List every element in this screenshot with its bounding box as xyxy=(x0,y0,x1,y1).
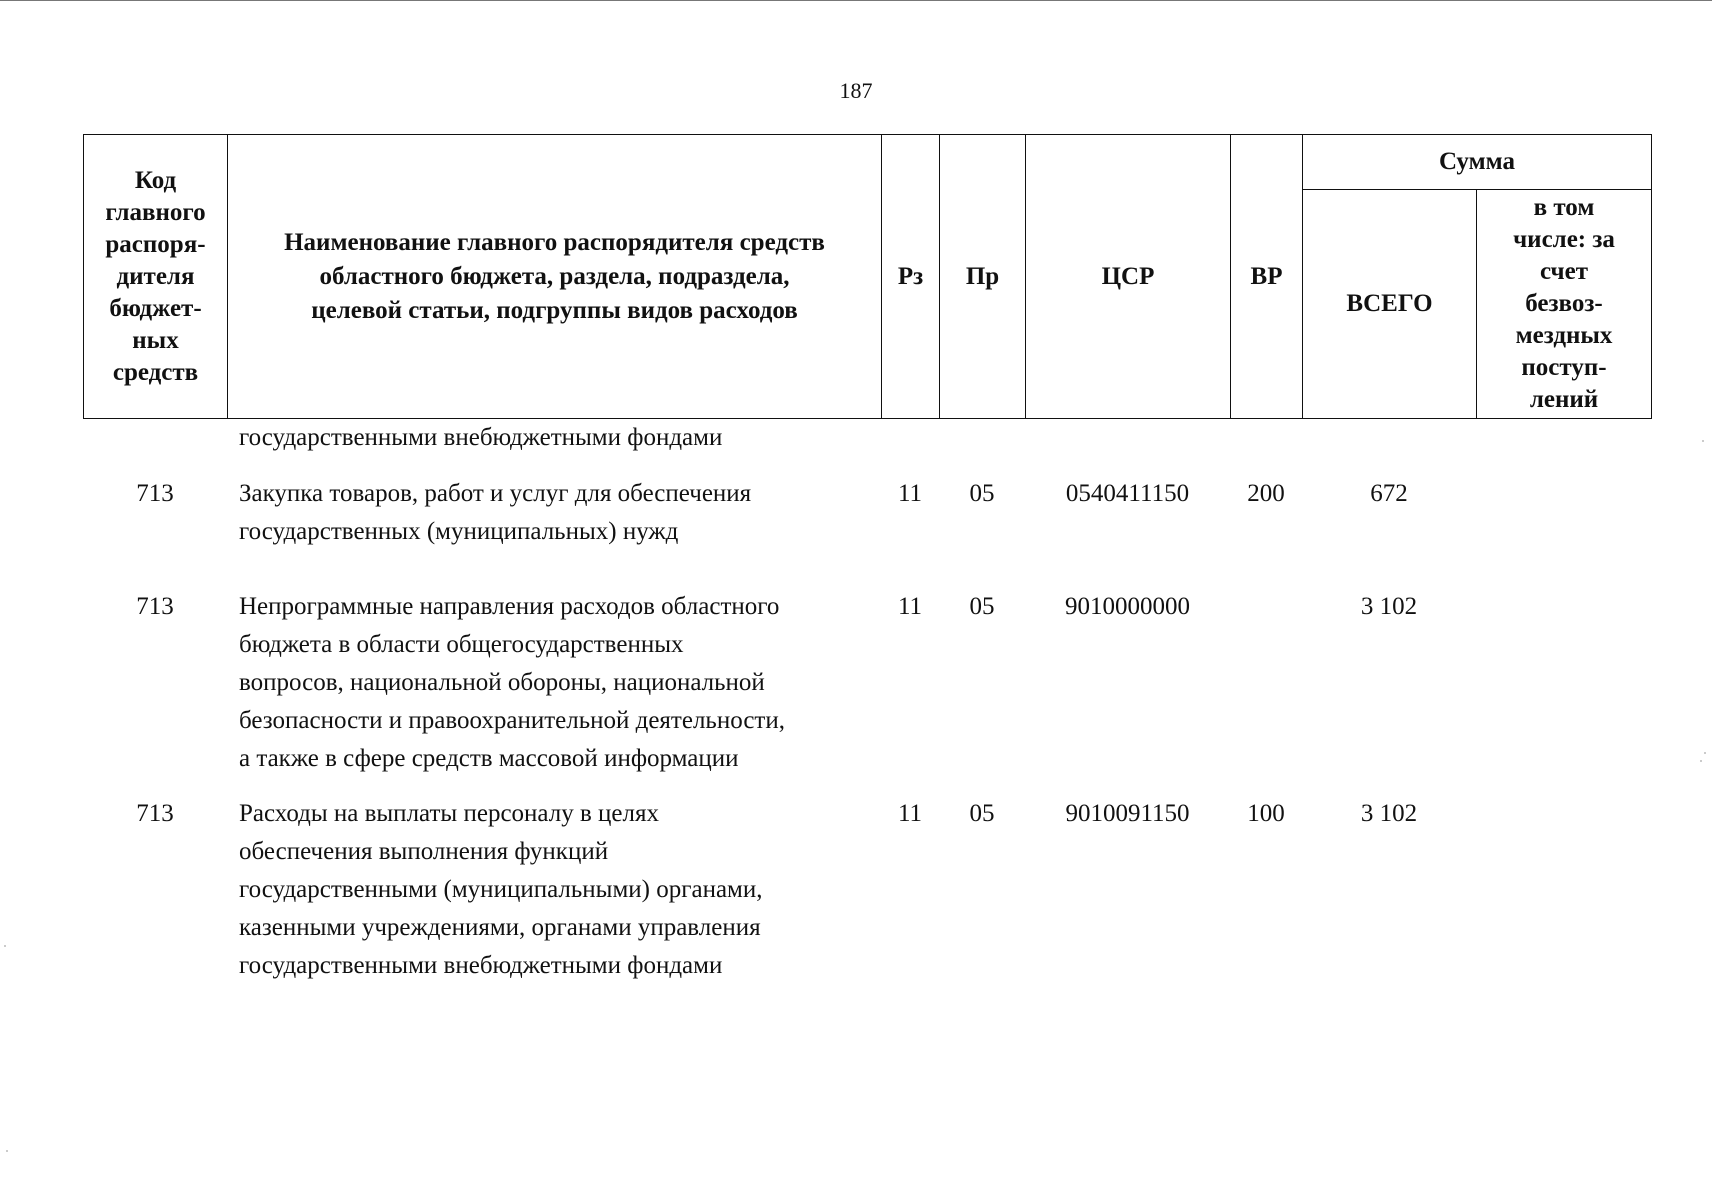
header-incl-line: поступ- xyxy=(1521,354,1607,381)
row-name-line: обеспечения выполнения функций xyxy=(239,838,609,865)
table-row xyxy=(83,419,1651,475)
row-csr: 9010091150 xyxy=(1065,800,1190,827)
row-total: 3 102 xyxy=(1360,593,1418,620)
scan-speck xyxy=(6,1150,8,1152)
row-total: 672 xyxy=(1370,480,1408,507)
header-code-line: ных xyxy=(132,326,179,354)
row-rz: 11 xyxy=(897,593,923,620)
header-name-line: целевой статьи, подгруппы видов расходов xyxy=(311,296,798,324)
header-code-line: распоря- xyxy=(105,230,206,258)
row-code: 713 xyxy=(136,480,174,507)
row-name xyxy=(239,475,879,551)
header-pr: Пр xyxy=(940,135,1026,419)
scan-speck xyxy=(1702,440,1704,442)
header-total: ВСЕГО xyxy=(1303,190,1477,419)
header-incl-line: лений xyxy=(1529,386,1599,413)
header-csr: ЦСР xyxy=(1026,135,1231,419)
row-rz: 11 xyxy=(897,800,923,827)
header-name-line: областного бюджета, раздела, подраздела, xyxy=(319,262,790,290)
row-name-line: государственными внебюджетными фондами xyxy=(239,424,723,451)
row-name-line: бюджета в области общегосударственных xyxy=(239,631,684,658)
row-name-line: государственными внебюджетными фондами xyxy=(239,952,723,979)
row-csr: 9010000000 xyxy=(1065,593,1190,620)
row-pr: 05 xyxy=(969,593,995,620)
table-row xyxy=(83,795,1651,1000)
row-code: 713 xyxy=(136,593,174,620)
row-name-line: государственных (муниципальных) нужд xyxy=(239,518,679,545)
header-incl-line: безвоз- xyxy=(1525,290,1603,317)
table-header xyxy=(83,134,1652,419)
header-vr: ВР xyxy=(1231,135,1303,419)
row-name-line: государственными (муниципальными) органами, xyxy=(239,876,763,903)
header-incl-line: счет xyxy=(1539,258,1589,285)
header-code-line: бюджет- xyxy=(109,294,202,322)
header-code-line: дителя xyxy=(116,262,195,290)
header-rz: Рз xyxy=(882,135,940,419)
scan-speck xyxy=(4,945,6,947)
header-code-line: главного xyxy=(105,198,206,226)
row-name xyxy=(239,795,879,985)
row-name-line: безопасности и правоохранительной деятельности, xyxy=(239,707,785,734)
page-top-edge xyxy=(0,0,1712,1)
header-code-line: Код xyxy=(134,166,177,194)
header-summa: Сумма xyxy=(1303,135,1652,190)
row-vr: 100 xyxy=(1247,800,1285,827)
header-incl xyxy=(1477,190,1652,419)
scan-speck xyxy=(1704,752,1706,754)
table-row xyxy=(83,475,1651,585)
row-name-line: Расходы на выплаты персоналу в целях xyxy=(239,800,659,827)
header-incl-line: мездных xyxy=(1515,322,1613,349)
row-code: 713 xyxy=(136,800,174,827)
row-name-line: Закупка товаров, работ и услуг для обеспечения xyxy=(239,480,752,507)
header-name xyxy=(228,135,882,419)
scan-speck xyxy=(1700,760,1702,762)
page-number: 187 xyxy=(839,78,873,103)
row-name-line: Непрограммные направления расходов областного xyxy=(239,593,780,620)
header-code-line: средств xyxy=(112,358,199,386)
row-vr: 200 xyxy=(1247,480,1285,507)
row-total: 3 102 xyxy=(1360,800,1418,827)
row-pr: 05 xyxy=(969,480,995,507)
row-name xyxy=(239,588,879,778)
row-name-line: вопросов, национальной обороны, национальной xyxy=(239,669,765,696)
row-name xyxy=(239,419,879,457)
header-code xyxy=(84,135,228,419)
row-csr: 0540411150 xyxy=(1065,480,1190,507)
row-name-line: казенными учреждениями, органами управления xyxy=(239,914,761,941)
header-incl-line: в том xyxy=(1533,194,1595,221)
header-name-line: Наименование главного распорядителя средств xyxy=(284,228,825,256)
row-name-line: а также в сфере средств массовой информации xyxy=(239,745,739,772)
row-rz: 11 xyxy=(897,480,923,507)
table-row xyxy=(83,588,1651,793)
row-pr: 05 xyxy=(969,800,995,827)
header-incl-line: числе: за xyxy=(1513,226,1615,253)
